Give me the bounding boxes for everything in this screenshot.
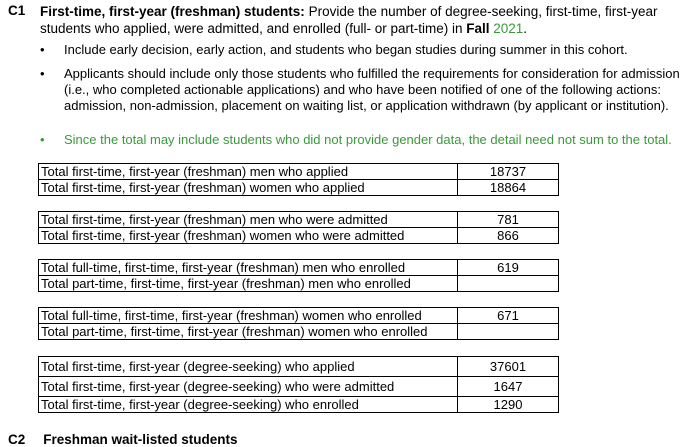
table-row	[39, 324, 559, 340]
heading-year: 2021	[493, 21, 524, 36]
table-row	[39, 164, 559, 180]
table-row	[39, 377, 559, 397]
row-value[interactable]: 619	[458, 260, 559, 276]
table-row	[39, 308, 559, 324]
bullet-dot-icon: •	[40, 66, 45, 81]
row-label: Total full-time, first-time, first-year (freshman) women who enrolled	[39, 308, 458, 324]
row-value[interactable]: 18737	[458, 164, 559, 180]
row-label: Total first-time, first-year (degree-seeking) who applied	[39, 357, 458, 377]
bullet-text: Since the total may include students who did not provide gender data, the detail need not sum to the total.	[64, 132, 672, 147]
heading-bold: First-time, first-year (freshman) students:	[40, 4, 305, 19]
bullet-item	[40, 132, 680, 147]
applied-table	[38, 163, 559, 196]
table-row	[39, 397, 559, 413]
table-row	[39, 260, 559, 276]
row-label: Total first-time, first-year (freshman) men who were admitted	[39, 212, 458, 228]
row-label: Total first-time, first-year (degree-seeking) who enrolled	[39, 397, 458, 413]
row-value[interactable]: 18864	[458, 180, 559, 196]
row-label: Total part-time, first-time, first-year (freshman) men who enrolled	[39, 276, 458, 292]
men-enrolled-table	[38, 259, 559, 292]
row-value[interactable]: 37601	[458, 357, 559, 377]
bullet-dot-icon: •	[40, 132, 45, 147]
row-value[interactable]	[458, 276, 559, 292]
heading-end: .	[523, 21, 528, 36]
row-value[interactable]	[458, 324, 559, 340]
next-section-code: C2	[8, 432, 26, 447]
row-value[interactable]: 1290	[458, 397, 559, 413]
row-value[interactable]: 781	[458, 212, 559, 228]
table-row	[39, 357, 559, 377]
admitted-table	[38, 211, 559, 244]
women-enrolled-table	[38, 307, 559, 340]
bullet-item	[40, 42, 680, 58]
row-label: Total first-time, first-year (degree-seeking) who were admitted	[39, 377, 458, 397]
row-label: Total first-time, first-year (freshman) women who applied	[39, 180, 458, 196]
table-row	[39, 180, 559, 196]
heading-fall: Fall	[466, 21, 490, 36]
next-section-title: Freshman wait-listed students	[43, 432, 238, 447]
row-label: Total part-time, first-time, first-year (freshman) women who enrolled	[39, 324, 458, 340]
row-label: Total full-time, first-time, first-year (freshman) men who enrolled	[39, 260, 458, 276]
row-label: Total first-time, first-year (freshman) men who applied	[39, 164, 458, 180]
next-section-heading	[8, 432, 238, 447]
bullet-text: Include early decision, early action, and students who began studies during summer in this cohort.	[64, 42, 628, 57]
heading-text: Provide the number of degree-seeking, first-time, first-year students who applied, were admitted, and enrolled (full- or part-time) in	[40, 4, 658, 36]
section-code: C1	[8, 3, 26, 18]
bullet-text: Applicants should include only those students who fulfilled the requirements for consideration for admission (i.e., who completed actionable applications) and who have been notified of one of the following actions: admission, non-admission, placement on waiting list, or application withdrawn (by applicant or institution).	[64, 66, 680, 113]
row-value[interactable]: 1647	[458, 377, 559, 397]
bullet-dot-icon: •	[40, 42, 45, 57]
section-heading	[40, 3, 680, 37]
degree-seeking-table	[38, 356, 559, 413]
table-row	[39, 276, 559, 292]
bullet-item	[40, 66, 680, 114]
table-row	[39, 212, 559, 228]
table-row	[39, 228, 559, 244]
row-label: Total first-time, first-year (freshman) women who were admitted	[39, 228, 458, 244]
row-value[interactable]: 671	[458, 308, 559, 324]
row-value[interactable]: 866	[458, 228, 559, 244]
